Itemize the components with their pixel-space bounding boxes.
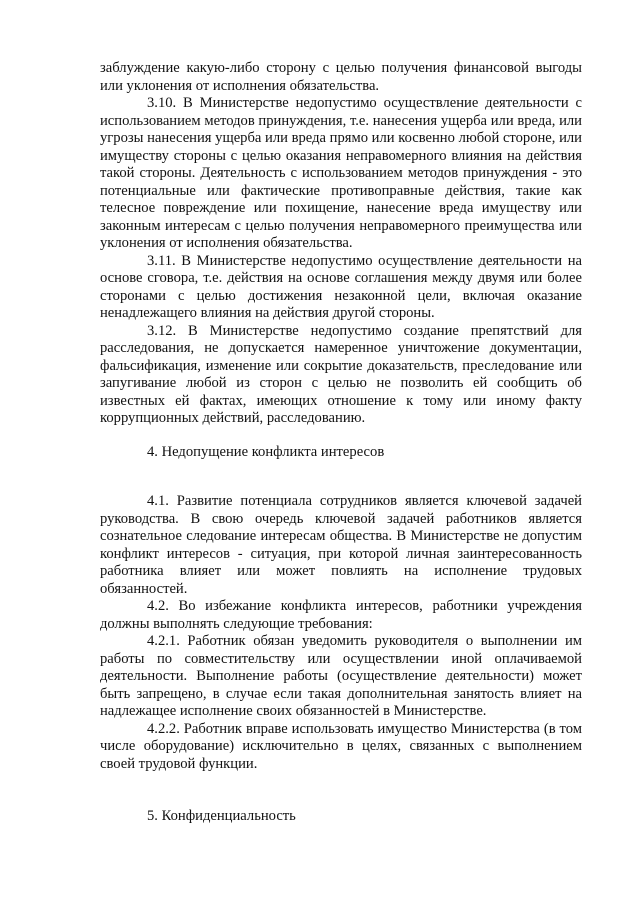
paragraph-4-2: 4.2. Во избежание конфликта интересов, работники учреждения должны выполнять следующие требования: (100, 598, 582, 632)
paragraph-continuation: заблуждение какую-либо сторону с целью получения финансовой выгоды или уклонения от исполнения обязательства. (100, 60, 582, 94)
section-4-heading: 4. Недопущение конфликта интересов (147, 443, 385, 460)
document-page (100, 60, 582, 826)
paragraph-3-12: 3.12. В Министерстве недопустимо создание препятствий для расследования, не допускается намеренное уничтожение документации, фальсификация, изменение или сокрытие доказательств, преследование или запугивание любой из сторон с целью не позволить ей сообщить об известных ей фактах, имеющих отношение к тому или иному факту коррупционных действий, расследованию. (100, 322, 582, 426)
paragraph-4-1: 4.1. Развитие потенциала сотрудников является ключевой задачей руководства. В свою очередь ключевой задачей работников является сознательное следование интересам общества. В Министерстве не допустим конфликт интересов - ситуация, при которой личная заинтересованность работника влияет или может повлиять на исполнение трудовых обязанностей. (100, 493, 582, 597)
paragraph-3-10: 3.10. В Министерстве недопустимо осуществление деятельности с использованием методов принуждения, т.е. нанесения ущерба или вреда, или угрозы нанесения ущерба или вреда прямо или косвенно любой стороне, или имуществу стороны с целью оказания неправомерного влияния на действия такой стороны. Деятельность с использованием методов принуждения - это потенциальные или фактические противоправные действия, такие как телесное повреждение или похищение, нанесение вреда имуществу или законным интересам с целью получения неправомерного преимущества или уклонения от исполнения обязательства. (100, 95, 582, 251)
section-5-heading: 5. Конфиденциальность (147, 808, 296, 824)
paragraph-4-2-2: 4.2.2. Работник вправе использовать имущество Министерства (в том числе оборудование) исключительно в целях, связанных с выполнением своей трудовой функции. (100, 720, 582, 772)
paragraph-3-11: 3.11. В Министерстве недопустимо осуществление деятельности на основе сговора, т.е. действия на основе соглашения между двумя или более сторонами с целью достижения незаконной цели, включая оказание ненадлежащего влияния на действия другой стороны. (100, 252, 582, 321)
paragraph-4-2-1: 4.2.1. Работник обязан уведомить руководителя о выполнении им работы по совместительству или осуществлении иной оплачиваемой деятельности. Выполнение работы (осуществление деятельности) может быть запрещено, в случае если такая дополнительная занятость влияет на надлежащее исполнение своих обязанностей в Министерстве. (100, 633, 582, 719)
